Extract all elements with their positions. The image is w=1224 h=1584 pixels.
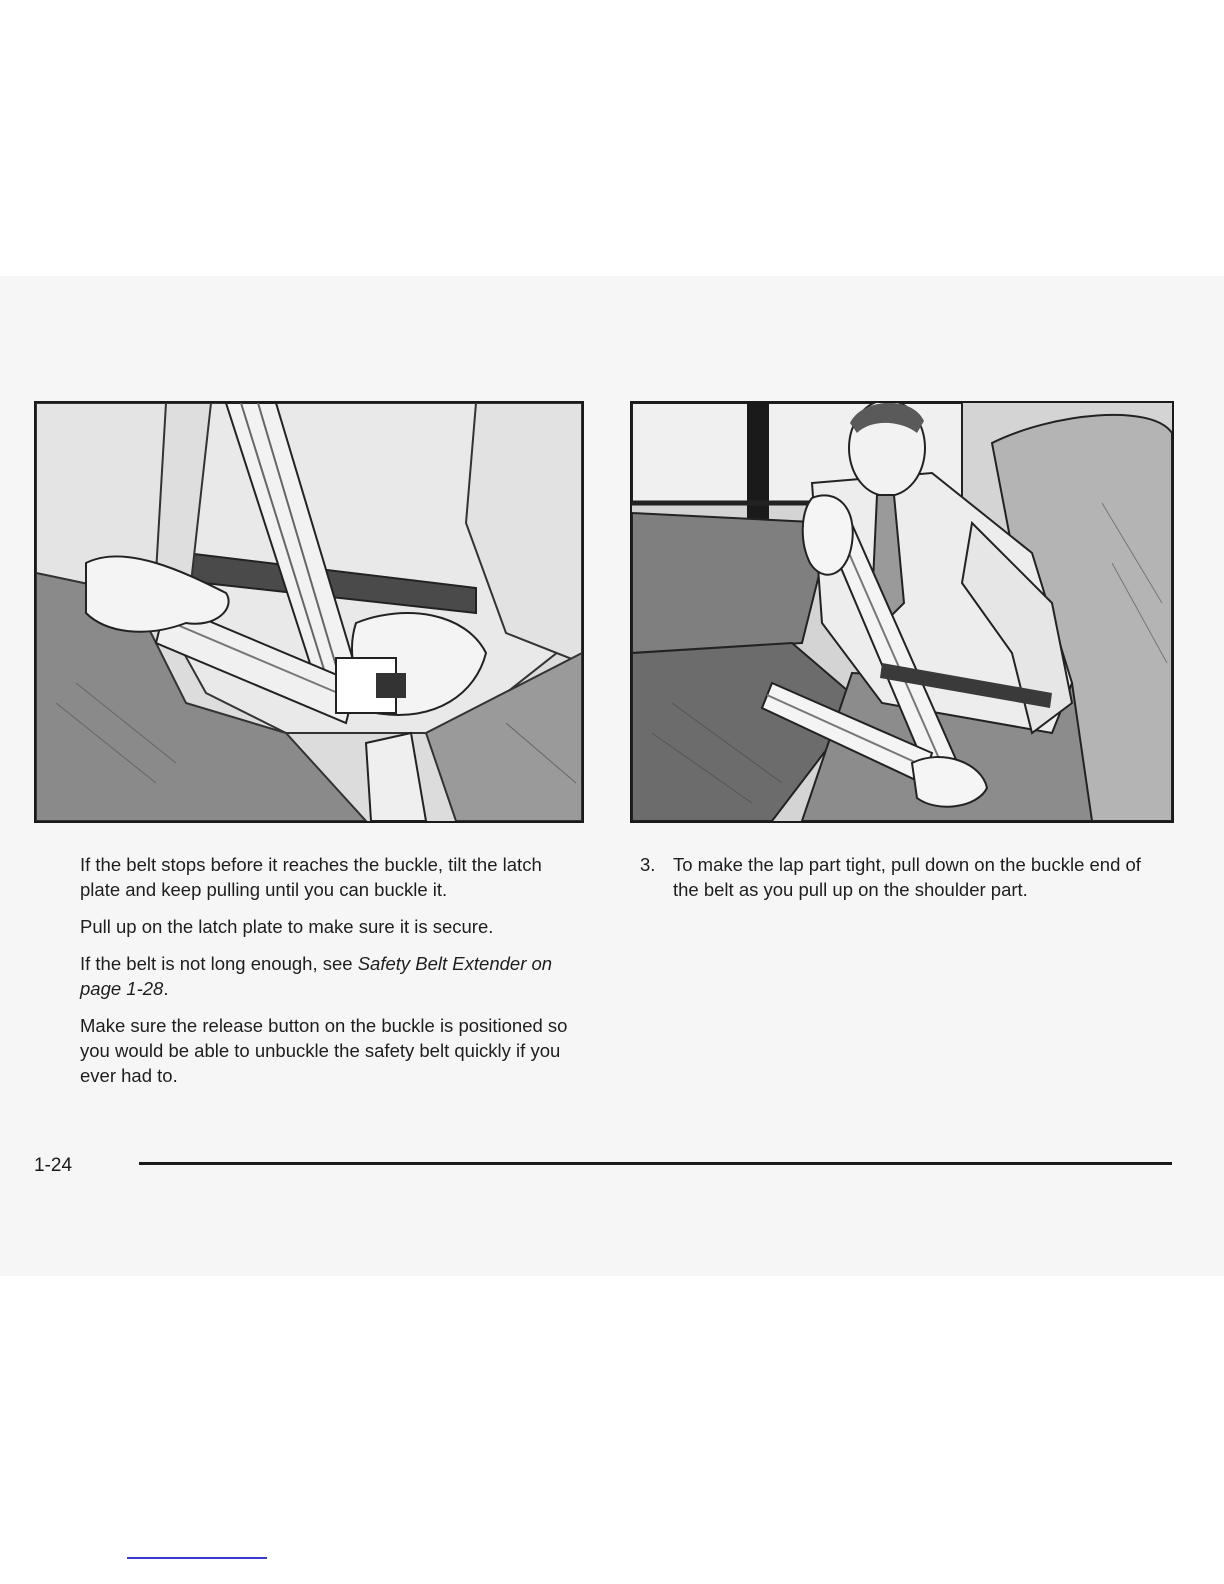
right-text-column bbox=[640, 852, 1170, 902]
latch-secure-paragraph: Pull up on the latch plate to make sure it is secure. bbox=[80, 916, 494, 937]
footer-rule bbox=[139, 1162, 1172, 1165]
latch-plate-buckling-illustration bbox=[34, 401, 584, 823]
step-number: 3. bbox=[640, 854, 656, 875]
left-text-column bbox=[80, 852, 580, 1100]
page-number: 1-24 bbox=[34, 1155, 73, 1176]
belt-stops-paragraph: If the belt stops before it reaches the buckle, tilt the latch plate and keep pulling until you can buckle it. bbox=[80, 854, 542, 900]
belt-extender-reference[interactable]: Safety Belt Extender on page 1-28 bbox=[80, 953, 553, 999]
belt-extender-prefix: If the belt is not long enough, see bbox=[80, 953, 358, 974]
tightening-lap-belt-illustration bbox=[630, 401, 1174, 823]
belt-extender-suffix: . bbox=[163, 978, 169, 999]
step-3 bbox=[640, 852, 1170, 902]
bottom-link-underline bbox=[127, 1557, 267, 1559]
release-button-paragraph: Make sure the release button on the buckle is positioned so you would be able to unbuckle the safety belt quickly if you ever had to. bbox=[80, 1015, 568, 1086]
step-text: To make the lap part tight, pull down on the buckle end of the belt as you pull up on the shoulder part. bbox=[673, 854, 1141, 900]
belt-extender-paragraph bbox=[80, 951, 580, 1001]
